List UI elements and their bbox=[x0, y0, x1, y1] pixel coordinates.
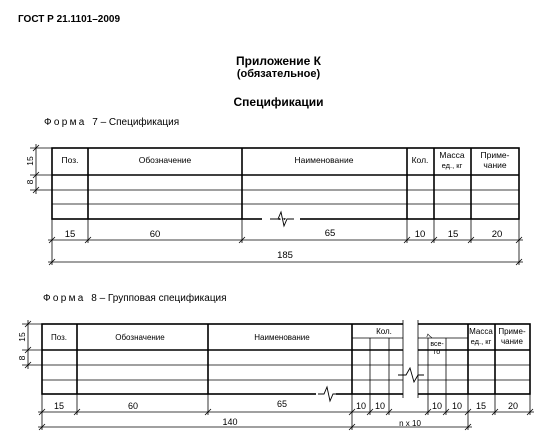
form8-w-note: 20 bbox=[507, 401, 519, 411]
form8-col-total-1: все- bbox=[430, 341, 444, 348]
standard-header: ГОСТ Р 21.1101–2009 bbox=[18, 14, 121, 25]
form7-dim-header-height: 15 bbox=[25, 156, 35, 166]
form8-w-mass: 15 bbox=[475, 401, 487, 411]
form8-col-total-2: го bbox=[433, 349, 441, 356]
form7-col-note-1: Приме- bbox=[480, 150, 510, 160]
form8-col-pos: Поз. bbox=[51, 333, 67, 342]
form8-w-name: 65 bbox=[276, 399, 288, 409]
form7-w-note: 20 bbox=[491, 229, 503, 240]
form8-left-dims bbox=[22, 320, 42, 369]
form8-number: 8 bbox=[91, 293, 97, 304]
form7-col-note-2: чание bbox=[483, 160, 507, 170]
form7-w-designation: 60 bbox=[149, 229, 161, 240]
form8-col-qty-num: 7 bbox=[424, 332, 435, 340]
form7-col-designation: Обозначение bbox=[138, 155, 192, 165]
form8-col-mass-2: ед., кг bbox=[470, 337, 492, 346]
form8-dim-header-height: 15 bbox=[17, 332, 27, 342]
form7-col-mass-2: ед., кг bbox=[441, 161, 463, 170]
form8-header-text bbox=[51, 327, 526, 356]
form8-col-name: Наименование bbox=[254, 333, 310, 342]
form7-number: 7 bbox=[92, 117, 98, 128]
form7-col-name: Наименование bbox=[294, 155, 354, 165]
form8-w-pos: 15 bbox=[53, 401, 65, 411]
form7-total: 185 bbox=[277, 250, 293, 261]
form7-w-mass: 15 bbox=[447, 229, 459, 240]
form8-col-designation: Обозначение bbox=[115, 333, 165, 342]
form7-name: – Спецификация bbox=[100, 117, 180, 128]
form7-prefix: Форма bbox=[44, 117, 87, 128]
form7-col-mass-1: Масса bbox=[439, 150, 465, 160]
form7-col-qty: Кол. bbox=[411, 155, 429, 165]
appendix-title: Приложение К bbox=[236, 54, 321, 68]
form7-header-text bbox=[62, 150, 510, 170]
section-title: Спецификации bbox=[233, 95, 324, 109]
form7-dim-row-height: 8 bbox=[25, 179, 35, 185]
form8-col-mass-1: Масса bbox=[469, 327, 493, 336]
form8-width-labels bbox=[54, 399, 518, 428]
form8-w-qty-d: 10 bbox=[451, 401, 463, 411]
form8-w-qty-b: 10 bbox=[374, 401, 386, 411]
form7-w-name: 65 bbox=[324, 228, 336, 239]
form8-w-qty-c: 10 bbox=[431, 401, 443, 411]
form8-prefix: Форма bbox=[43, 293, 86, 304]
form8-total: 140 bbox=[222, 417, 238, 427]
form7-left-dims bbox=[30, 144, 52, 194]
form8-dim-row-height: 8 bbox=[17, 355, 27, 361]
form8-col-note-2: чание bbox=[501, 337, 523, 346]
form7-w-pos: 15 bbox=[64, 229, 76, 240]
form8-n-times: n x 10 bbox=[399, 419, 421, 428]
form7-w-qty: 10 bbox=[414, 229, 426, 240]
form8-col-qty: Кол. bbox=[376, 327, 392, 336]
form7-col-pos: Поз. bbox=[61, 155, 79, 165]
form8-col-note-1: Приме- bbox=[498, 327, 526, 336]
form8-name: – Групповая спецификация bbox=[99, 293, 227, 304]
form7-width-labels bbox=[65, 228, 503, 261]
form8-w-qty-a: 10 bbox=[355, 401, 367, 411]
appendix-subtitle: (обязательное) bbox=[236, 68, 321, 80]
form8-w-designation: 60 bbox=[127, 401, 139, 411]
